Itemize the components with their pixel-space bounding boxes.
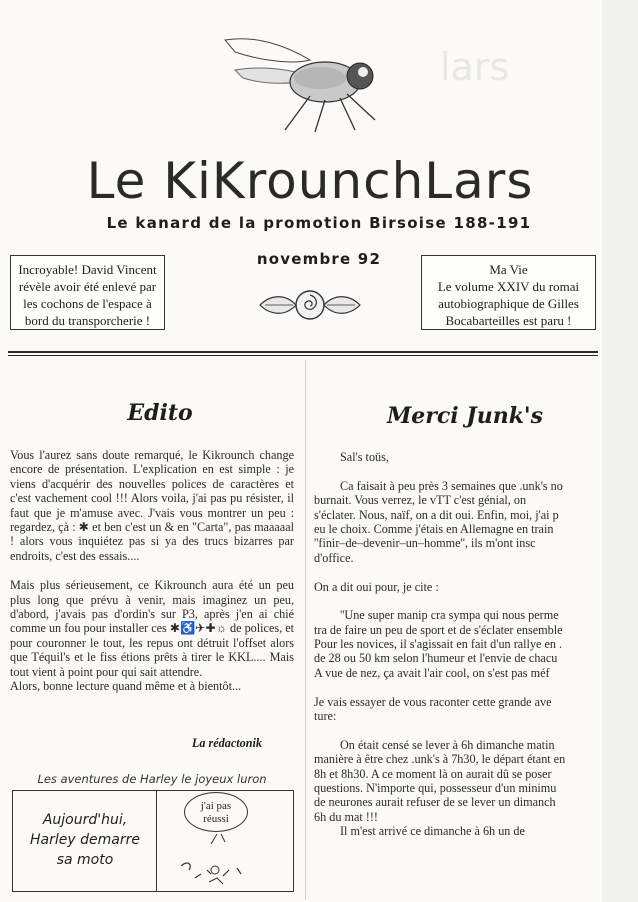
merci-line: 6h du mat !!! <box>314 809 378 824</box>
teaser-line: les cochons de l'espace à <box>23 296 152 311</box>
comic-caption-line: Harley demarre <box>30 832 140 848</box>
merci-line: On était censé se lever à 6h dimanche matin <box>340 737 555 752</box>
merci-blank-line <box>314 723 638 737</box>
merci-line: Sal's toüs, <box>340 450 389 464</box>
header-rule-thin <box>8 355 598 356</box>
merci-blank-line <box>314 464 638 478</box>
newspaper-subtitle: Le kanard de la promotion Birsoise 188-191 <box>106 214 532 232</box>
svg-text:lars: lars <box>440 45 510 89</box>
merci-line: de 28 ou 50 km selon l'humeur et l'envie de chacu <box>314 651 558 666</box>
merci-line: eu le choix. Comme j'étais en Allemagne en train <box>314 521 554 536</box>
teaser-line: autobiographique de Gilles <box>438 296 579 311</box>
merci-blank-line <box>314 565 638 579</box>
teaser-line: bord du transporcherie ! <box>24 313 151 328</box>
edito-paragraph: Mais plus sérieusement, ce Kikrounch aura été un peu plus long que prévu à venir, mais imaginez un peu, d'abord, j'avais pas d'ordin's sur P3, après j'en ai chié comme un fou pour installer ces ✱♿✈✚☼ de polices, et pour couronner le tout, les repus ont détruit l'offset alors que Téquil's et le fiss étions prêts à tirer le KKL.... Mais tout vient à point pour qui sait attendre. <box>10 578 294 679</box>
fly-illustration <box>215 30 385 135</box>
edito-signature: La rédactonik <box>191 736 262 750</box>
teaser-line: Le volume XXIV du romai <box>437 279 580 294</box>
merci-line: Je vais essayer de vous raconter cette grande ave <box>314 694 552 709</box>
merci-line: questions. N'importe qui, possesseur d'un minimu <box>314 780 557 795</box>
merci-heading: Merci Junk's <box>386 403 544 429</box>
merci-line: manière à être chez .unk's à 7h30, le départ étant en <box>314 752 566 767</box>
speech-bubble-line: j'ai pas <box>200 800 232 812</box>
teaser-box-right <box>421 255 596 330</box>
comic-caption-line: Aujourd'hui, <box>42 812 128 828</box>
speech-bubble-line: réussi <box>203 813 229 825</box>
comic-caption <box>16 810 154 870</box>
newspaper-title: Le KiKrounchLars <box>86 152 534 210</box>
comic-panel-divider <box>156 790 157 892</box>
merci-line: On a dit oui pour, je cite : <box>314 579 439 594</box>
teaser-box-left <box>10 255 165 330</box>
teaser-line: Incroyable! David Vincent <box>18 262 157 277</box>
edito-paragraph: Vous l'aurez sans doute remarqué, le Kikrounch change encore de présentation. L'explication en est simple : je viens d'acquérir des nouvelles polices de caractères et c'est vachement cool !!! Alors voila, j'ai pas pu résister, il faut que je m'amuse avec. J'vais vous montrer un peu : regardez, çà : ✱ et ben c'est un & en "Carta", pas maaaaal ! alors vous inquiétez pas si ya des trucs bizarres par endroits, c'est des essais.... <box>10 448 294 563</box>
merci-blank-line <box>314 680 638 694</box>
comic-caption-line: sa moto <box>56 852 114 868</box>
comic-title: Les aventures de Harley le joyeux luron <box>37 772 267 786</box>
merci-line: ture: <box>314 709 337 724</box>
issue-date: novembre 92 <box>256 250 382 268</box>
edito-heading: Edito <box>127 400 193 426</box>
merci-line: tra de faire un peu de sport et de s'éclater ensemble <box>314 622 563 637</box>
merci-body <box>314 450 638 839</box>
edito-paragraph: Alors, bonne lecture quand même et à bientôt... <box>10 679 242 694</box>
teaser-line: Bocabarteilles est paru ! <box>445 313 572 328</box>
merci-line: Ca faisait à peu près 3 semaines que .unk's no <box>340 478 563 493</box>
rose-ornament-icon <box>255 283 365 327</box>
merci-line: de neurones aurait refuser de se lever un dimanch <box>314 795 556 810</box>
merci-line: A vue de nez, ça avait l'air cool, on s'est pas méf <box>314 665 550 680</box>
bleed-through-ghost <box>410 20 610 140</box>
comic-sketch-icon <box>165 820 285 888</box>
edito-body <box>10 448 294 694</box>
merci-line: 8h et 8h30. A ce moment là on aurait dû se poser <box>314 766 552 781</box>
merci-blank-line <box>314 594 638 608</box>
header-rule <box>8 351 598 353</box>
merci-line: Il m'est arrivé ce dimanche à 6h un de <box>340 824 525 839</box>
column-divider <box>305 360 306 900</box>
merci-line: burnait. Vous verrez, le vTT c'est génial, on <box>314 493 527 508</box>
teaser-line: révèle avoir été enlevé par <box>18 279 157 294</box>
merci-line: s'éclater. Nous, naïf, on a dit oui. Enfin, moi, j'ai p <box>314 507 559 522</box>
scan-edge <box>602 0 638 902</box>
merci-line: ''Une super manip cra sympa qui nous perme <box>340 608 559 623</box>
teaser-line: Ma Vie <box>489 262 528 277</box>
merci-line: ''finir–de–devenir–un–homme'', ils m'ont insc <box>314 536 536 551</box>
merci-line: Pour les novices, il s'agissait en fait d'un rallye en . <box>314 637 563 652</box>
merci-line: d'office. <box>314 550 354 565</box>
